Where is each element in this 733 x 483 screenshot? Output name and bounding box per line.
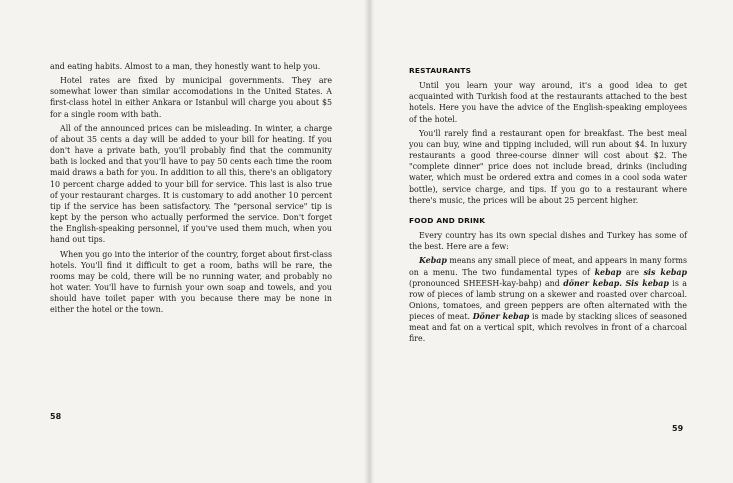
right-page — [372, 0, 733, 483]
text-run: is made by stacking slices of seasoned meat and fat on a vertical spit, which revolves in front of a charcoal fire. — [409, 312, 687, 344]
left-page-text — [50, 61, 332, 315]
term: Sis kebap — [625, 278, 669, 288]
paragraph: Until you learn your way around, it's a good idea to get acquainted with Turkish food at the restaurants attached to the best hotels. Here you have the advice of the English-speaking employees of the hotel. — [409, 81, 687, 124]
term: Kebap — [419, 256, 447, 266]
section-heading-restaurants: RESTAURANTS — [409, 66, 472, 75]
section-heading-food-and-drink: FOOD AND DRINK — [409, 215, 486, 225]
term: döner kebap. — [563, 278, 622, 288]
left-page — [0, 0, 366, 483]
term: Döner kebap — [472, 312, 530, 322]
page-number-right: 59 — [672, 424, 684, 433]
page-number-left: 58 — [50, 412, 62, 421]
text-run: is a row of pieces of lamb strung on a skewer and roasted over charcoal. Onions, tomatoes, and green peppers are often alternated with the pieces of meat. — [409, 278, 688, 322]
text-run: are — [621, 267, 644, 277]
text-run: means any small piece of meat, and appears in many forms on a menu. The two fundamental types of — [409, 256, 687, 277]
paragraph: Hotel rates are fixed by municipal governments. They are somewhat lower than similar accomodations in the United States. A first-class hotel in either Ankara or Istanbul will charge you about $5 for a single room with bath. — [50, 76, 332, 119]
paragraph: When you go into the interior of the country, forget about first-class hotels. You'll find it difficult to get a room, baths will be rare, the rooms may be cold, there will be no running water, and probably no hot water. You'll have to furnish your own soap and towels, and you should have toilet paper with you because there may be none in either the hotel or the town. — [50, 249, 332, 315]
paragraph: All of the announced prices can be misleading. In winter, a charge of about 35 cents a day will be added to your bill for heating. If you don't have a private bath, you'll probably find that the community bath is locked and that you'll have to pay 50 cents each time the room maid draws a bath for you. In addition to all this, there's an obligatory 10 percent charge added to your bill for service. This last is also true of your restaurant charges. It is customary to add another 10 percent tip if the service has been satisfactory. The "personal service" tip is kept by the person who actually performed the service. Don't forget the English-speaking personnel, if you've used them much, when you hand out tips. — [50, 123, 332, 245]
text-run: (pronounced SHEESH-kay-bahp) and — [409, 278, 564, 288]
kebap-paragraph — [409, 255, 687, 344]
right-page-text — [409, 65, 687, 345]
paragraph: You'll rarely find a restaurant open for breakfast. The best meal you can buy, wine and tipping included, will run about $4. In luxury restaurants a good three-course dinner will cost about $2. The "complete dinner" price does not include bread, drinks (including water, which must be ordered extra and comes in a cool soda water bottle), service charge, and tips. If you go to a restaurant where there's music, the prices will be about 25 percent higher. — [409, 128, 687, 205]
term: kebap — [594, 267, 622, 277]
paragraph: and eating habits. Almost to a man, they honestly want to help you. — [50, 62, 321, 71]
paragraph: Every country has its own special dishes and Turkey has some of the best. Here are a few: — [409, 231, 687, 252]
term: sis kebap — [643, 267, 687, 277]
